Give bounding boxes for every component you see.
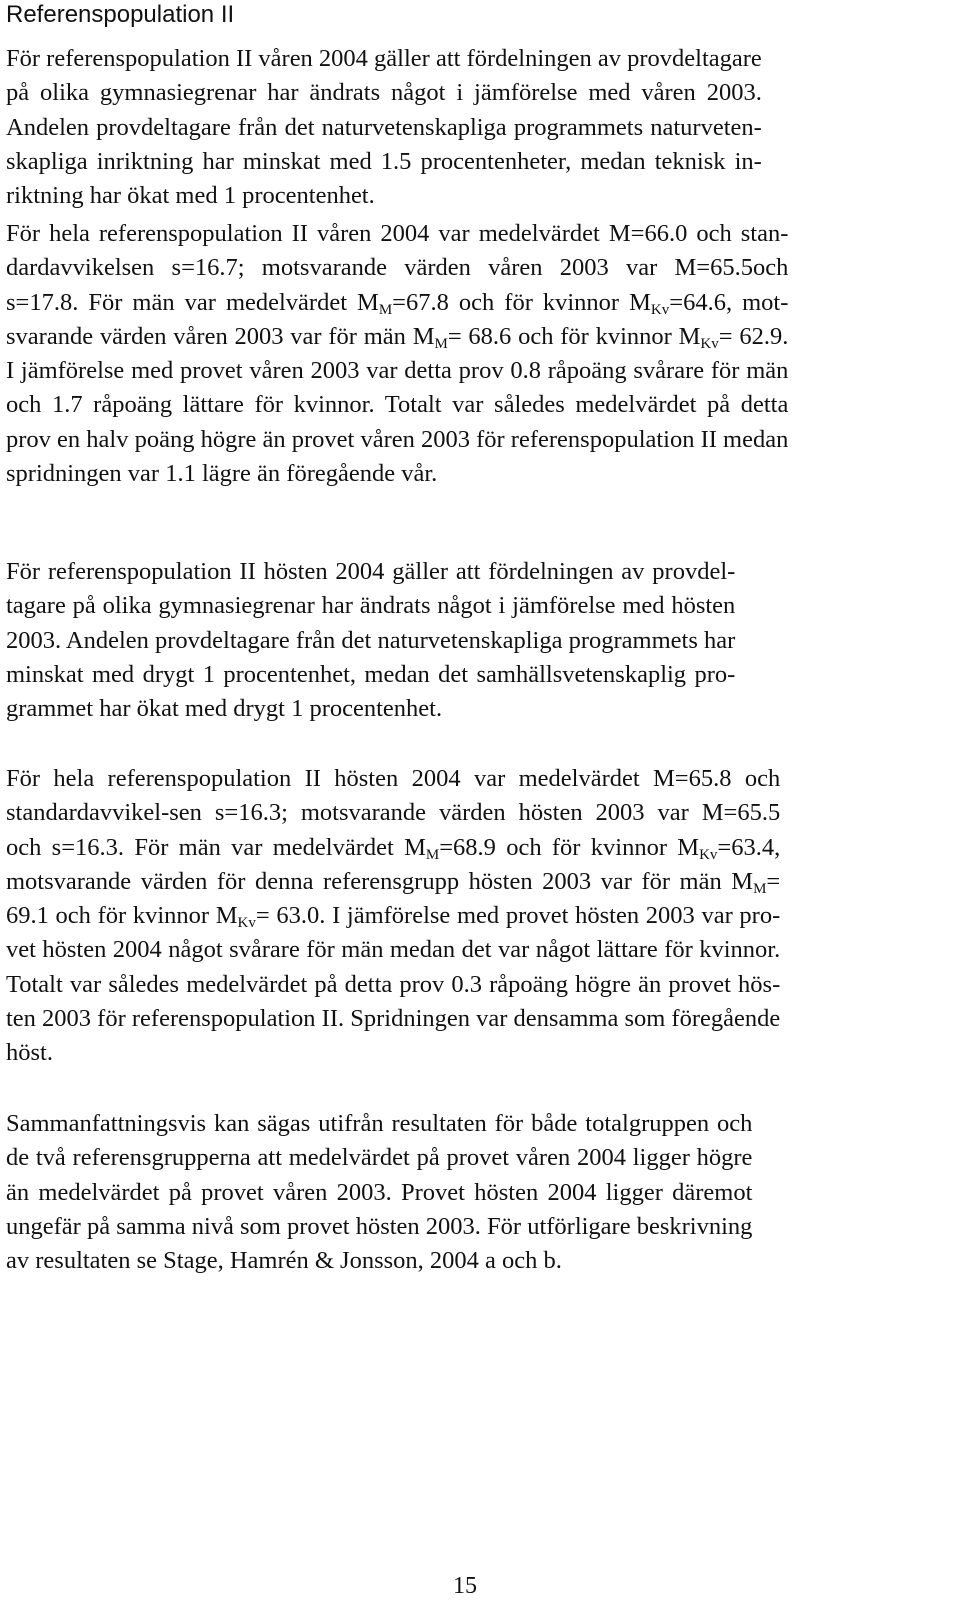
text-line (6, 831, 780, 865)
paragraph-1 (6, 42, 762, 213)
text-line: de två referensgrupperna att medelvärdet på provet våren 2004 ligger högre (6, 1144, 753, 1172)
text-line: skapliga inriktning har minskat med 1.5 procentenheter, medan teknisk in- (6, 147, 762, 175)
subscript-m: M (753, 880, 767, 897)
text-line: ungefär på samma nivå som provet hösten 2003. För utförligare beskrivning (6, 1212, 753, 1240)
text-line (6, 899, 780, 933)
text-line: grammet har ökat med drygt 1 procentenhet. (6, 695, 443, 723)
subscript-kv: Kv (237, 915, 256, 932)
text-line: och 1.7 råpoäng lättare för kvinnor. Totalt var således medelvärdet på detta (6, 391, 789, 419)
text-run: =64.6, mot- (669, 288, 789, 316)
text-run: =63.4, (717, 833, 781, 861)
text-run: =67.8 och för kvinnor M (392, 288, 651, 316)
text-line: vet hösten 2004 något svårare för män medan det var något lättare för kvinnor. (6, 936, 781, 964)
text-line: Totalt var således medelvärdet på detta prov 0.3 råpoäng högre än provet hös- (6, 970, 781, 998)
subscript-kv: Kv (700, 335, 719, 352)
text-line: I jämförelse med provet våren 2003 var detta prov 0.8 råpoäng svårare för män (6, 357, 789, 385)
text-line: dardavvikelsen s=16.7; motsvarande värden våren 2003 var M=65.5och (6, 254, 789, 282)
text-line: För hela referenspopulation II hösten 2004 var medelvärdet M=65.8 och (6, 765, 781, 792)
text-line (6, 865, 780, 899)
text-run: = (766, 867, 781, 895)
text-line: Andelen provdeltagare från det naturvetenskapliga programmets naturveten- (6, 113, 762, 141)
text-line (6, 320, 788, 354)
text-line (6, 286, 788, 320)
paragraph-5 (6, 1107, 752, 1278)
text-run: = 62.9. (718, 322, 789, 350)
text-run: svarande värden våren 2003 var för män M (6, 322, 435, 350)
text-line: Sammanfattningsvis kan sägas utifrån resultaten för både totalgruppen och (6, 1110, 753, 1137)
text-line: För referenspopulation II våren 2004 gäller att fördelningen av provdeltagare (6, 45, 762, 72)
text-line: på olika gymnasiegrenar har ändrats något i jämförelse med våren 2003. (6, 79, 762, 107)
text-line: prov en halv poäng högre än provet våren 2003 för referenspopulation II medan (6, 425, 789, 453)
paragraph-2 (6, 217, 788, 491)
text-run: och s=16.3. För män var medelvärdet M (6, 833, 426, 861)
subscript-kv: Kv (650, 301, 670, 318)
text-line: För hela referenspopulation II våren 2004 var medelvärdet M=66.0 och stan- (6, 220, 789, 247)
text-line: än medelvärdet på provet våren 2003. Provet hösten 2004 ligger däremot (6, 1178, 753, 1206)
subscript-m: M (378, 301, 393, 318)
section-heading: Referenspopulation II (6, 1, 235, 28)
text-line: minskat med drygt 1 procentenhet, medan det samhällsvetenskaplig pro- (6, 660, 736, 688)
page-number: 15 (453, 1573, 477, 1599)
text-line: av resultaten se Stage, Hamrén & Jonsson, 2004 a och b. (6, 1247, 562, 1275)
subscript-kv: Kv (699, 846, 718, 863)
text-run: = 68.6 och för kvinnor M (447, 322, 701, 350)
text-run: = 63.0. I jämförelse med provet hösten 2003 var pro- (255, 902, 781, 930)
text-line: standardavvikel-sen s=16.3; motsvarande värden hösten 2003 var M=65.5 (6, 799, 781, 827)
subscript-m: M (434, 335, 448, 352)
text-run: 69.1 och för kvinnor M (6, 902, 238, 930)
text-line: För referenspopulation II hösten 2004 gäller att fördelningen av provdel- (6, 558, 736, 585)
text-line: ten 2003 för referenspopulation II. Spridningen var densamma som föregående (6, 1005, 781, 1033)
text-line: 2003. Andelen provdeltagare från det naturvetenskapliga programmets har (6, 626, 736, 654)
text-run: motsvarande värden för denna referensgrupp hösten 2003 var för män M (6, 867, 754, 895)
text-run: =68.9 och för kvinnor M (439, 833, 700, 861)
text-line: riktning har ökat med 1 procentenhet. (6, 182, 375, 210)
text-line: tagare på olika gymnasiegrenar har ändrats något i jämförelse med hösten (6, 592, 736, 620)
text-run: s=17.8. För män var medelvärdet M (6, 288, 379, 316)
paragraph-4 (6, 762, 780, 1071)
text-line: spridningen var 1.1 lägre än föregående vår. (6, 460, 438, 488)
subscript-m: M (425, 846, 440, 863)
text-line: höst. (6, 1039, 53, 1067)
paragraph-3 (6, 555, 735, 726)
